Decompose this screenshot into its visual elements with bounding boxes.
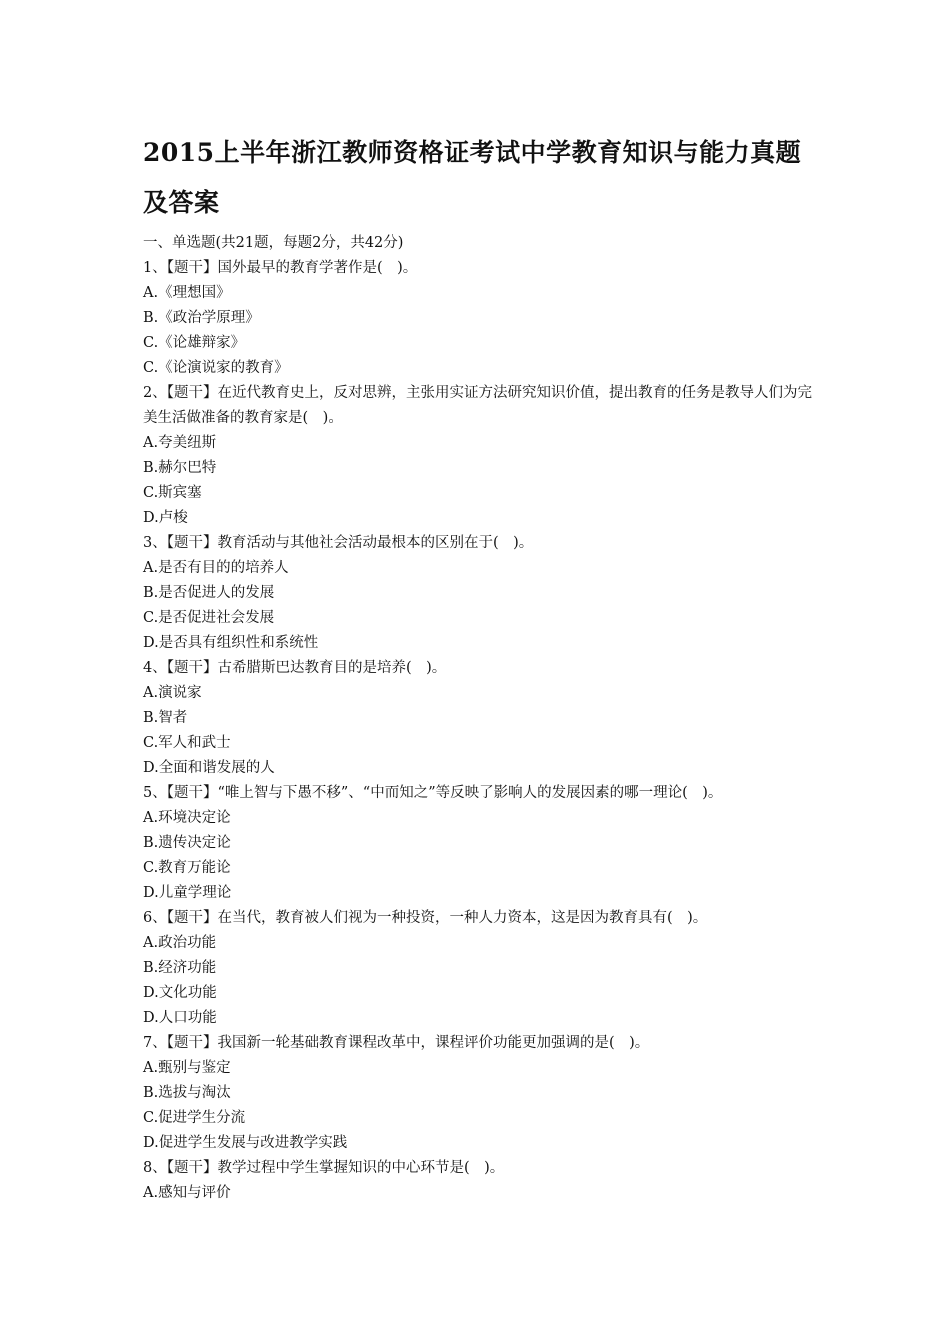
question-stem: 4、【题干】古希腊斯巴达教育目的是培养( )。 [143,660,447,676]
answer-option: A.夸美纽斯 [143,435,217,451]
answer-option: C.《论雄辩家》 [143,335,246,351]
answer-option: D.是否具有组织性和系统性 [143,635,319,651]
document-title [143,128,813,228]
answer-option: D.文化功能 [143,985,217,1001]
answer-option: A.《理想国》 [143,285,231,301]
answer-option: B.选拔与淘汰 [143,1085,231,1101]
question-stem: 1、【题干】国外最早的教育学著作是( )。 [143,260,418,276]
answer-option: B.《政治学原理》 [143,310,260,326]
document-page [143,128,813,1206]
answer-option: B.赫尔巴特 [143,460,217,476]
answer-option: B.是否促进人的发展 [143,585,275,601]
answer-option: C.斯宾塞 [143,485,202,501]
answer-option: D.儿童学理论 [143,885,232,901]
answer-option: C.军人和武士 [143,735,231,751]
question-5 [143,781,813,906]
answer-option: C.促进学生分流 [143,1110,246,1126]
question-3 [143,531,813,656]
answer-option: A.是否有目的的培养人 [143,560,289,576]
question-6 [143,906,813,1031]
answer-option: B.遗传决定论 [143,835,231,851]
answer-option: A.感知与评价 [143,1185,231,1201]
answer-option: C.教育万能论 [143,860,231,876]
question-stem: 3、【题干】教育活动与其他社会活动最根本的区别在于( )。 [143,535,534,551]
title-line-2: 及答案 [143,188,220,217]
answer-option: A.甄别与鉴定 [143,1060,231,1076]
question-stem: 6、【题干】在当代，教育被人们视为一种投资，一种人力资本，这是因为教育具有( )。 [143,910,708,926]
answer-option: A.演说家 [143,685,202,701]
answer-option: D.人口功能 [143,1010,217,1026]
answer-option: D.促进学生发展与改进教学实践 [143,1135,348,1151]
question-stem: 2、【题干】在近代教育史上，反对思辨，主张用实证方法研究知识价值，提出教育的任务是教导人们为完美生活做准备的教育家是( )。 [143,385,812,426]
answer-option: B.经济功能 [143,960,217,976]
answer-option: C.是否促进社会发展 [143,610,275,626]
answer-option: D.卢梭 [143,510,188,526]
title-line-1: 2015上半年浙江教师资格证考试中学教育知识与能力真题 [143,138,802,167]
question-1 [143,256,813,381]
question-2 [143,381,813,531]
question-4 [143,656,813,781]
question-8 [143,1156,813,1206]
question-stem: 8、【题干】教学过程中学生掌握知识的中心环节是( )。 [143,1160,505,1176]
answer-option: C.《论演说家的教育》 [143,360,289,376]
section-intro: 一、单选题(共21题，每题2分，共42分) [143,235,404,251]
answer-option: A.政治功能 [143,935,217,951]
question-stem: 7、【题干】我国新一轮基础教育课程改革中，课程评价功能更加强调的是( )。 [143,1035,650,1051]
question-7 [143,1031,813,1156]
answer-option: B.智者 [143,710,188,726]
question-stem: 5、【题干】“唯上智与下愚不移”、“中而知之”等反映了影响人的发展因素的哪一理论( )。 [143,785,723,801]
answer-option: D.全面和谐发展的人 [143,760,275,776]
answer-option: A.环境决定论 [143,810,231,826]
